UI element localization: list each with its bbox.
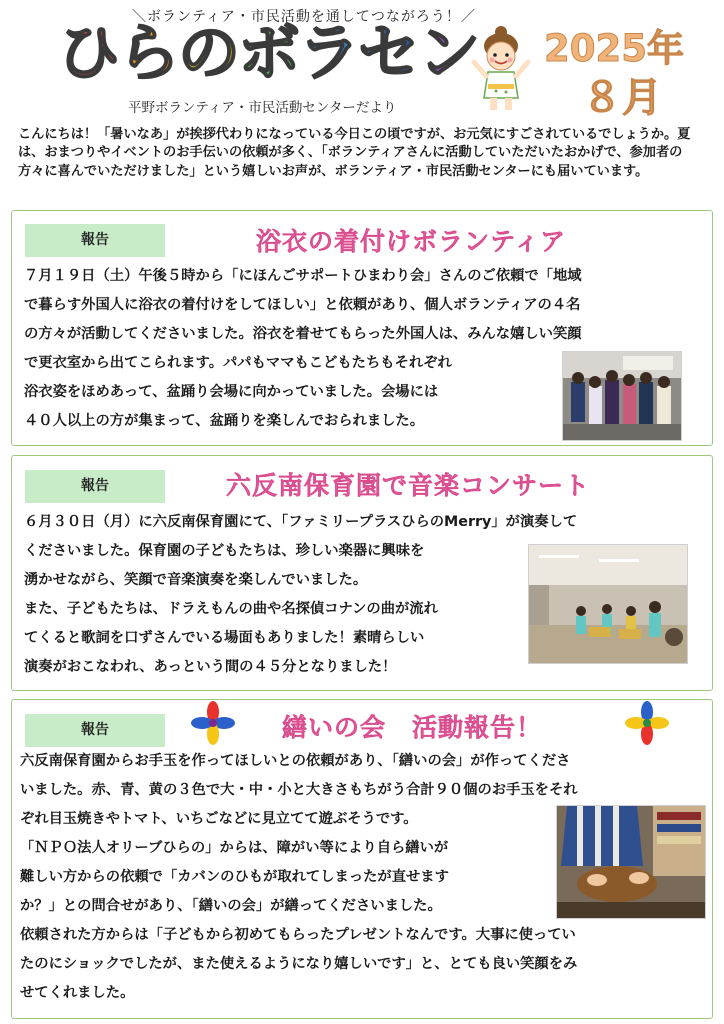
text-line: 演奏がおこなわれ、あっという間の４５分となりました！: [24, 659, 397, 675]
report-title-yukata: 浴衣の着付けボランティア: [256, 227, 567, 256]
text-line: 難しい方からの依頼で「カバンのひもが取れてしまったが直せます: [20, 869, 449, 885]
text-line: ７月１９日（土）午後５時から「にほんごサポートひまわり会」さんのご依頼で「地域: [24, 268, 582, 284]
otedama-beanbag-icon: [190, 700, 236, 746]
report-title-concert: 六反南保育園で音楽コンサート: [226, 471, 591, 500]
logo-char: ボ: [238, 16, 299, 89]
text-line: で暮らす外国人に浴衣の着付けをしてほしい」と依頼があり、個人ボランティアの４名: [24, 297, 581, 313]
otedama-beanbag-icon: [624, 700, 670, 746]
logo-char: セ: [358, 16, 419, 89]
text-line: せてくれました。: [20, 985, 135, 1001]
text-line: また、子どもたちは、ドラえもんの曲や名探偵コナンの曲が流れ: [24, 601, 438, 617]
text-line: 六反南保育園からお手玉を作ってほしいとの依頼があり、「繕いの会」が作ってくださ: [20, 753, 571, 769]
sewing-photo: [556, 805, 706, 919]
text-line: 湧かせながら、笑顔で音楽演奏を楽しんでいました。: [24, 572, 368, 588]
text-line: ぞれ目玉焼きやトマト、いちごなどに見立てて遊ぶそうです。: [20, 811, 418, 827]
logo-char: ひ: [58, 16, 119, 89]
yukata-photo: [562, 351, 682, 441]
report-badge: 報告: [25, 714, 165, 747]
intro-paragraph: こんにちは！「暑いなあ」が挨拶代わりになっている今日この頃ですが、お元気にすごされているでしょうか。夏は、おまつりやイベントのお手伝いの依頼が多く、「ボランティアさんに活動していただいたおかげで、参加者の方々に喜んでいただけました」という嬉しいお声が、ボランティア・市民活動センターにも届いています。: [18, 127, 691, 179]
concert-photo: [528, 544, 688, 664]
text-line: か？」との問合せがあり、「繕いの会」が繕ってくださいました。: [20, 898, 442, 914]
text-line: 「ＮＰＯ法人オリーブひらの」からは、障がい等により自ら繕いが: [20, 840, 449, 856]
logo-char: の: [178, 16, 239, 89]
text-line: の方々が活動してくださいました。浴衣を着せてもらった外国人は、みんな嬉しい笑顔: [24, 326, 582, 342]
report-badge: 報告: [25, 470, 165, 503]
header-tagline: ＼ボランティア・市民活動を通してつながろう！／: [132, 9, 476, 25]
mascot-girl-icon: [468, 26, 534, 112]
header-subtitle: 平野ボランティア・市民活動センターだより: [128, 100, 397, 116]
text-line: ６月３０日（月）に六反南保育園にて、「ファミリープラスひらのMerry」が演奏して: [24, 514, 578, 530]
logo-char: ラ: [298, 16, 359, 89]
text-line: てくると歌詞を口ずさんでいる場面もありました！素晴らしい: [24, 630, 425, 646]
report-badge: 報告: [25, 224, 165, 257]
logo-char: ン: [418, 16, 479, 89]
text-line: で更衣室から出てこられます。パパもママもこどもたちもそれぞれ: [24, 355, 452, 371]
issue-month: ８月: [582, 75, 662, 121]
report-title-sewing: 繕いの会 活動報告！: [282, 713, 543, 742]
text-line: たのにショックでしたが、また使えるようになり嬉しいです」と、とても良い笑顔をみ: [20, 956, 578, 972]
logo-char: ら: [118, 16, 179, 89]
text-line: 浴衣姿をほめあって、盆踊り会場に向かっていました。会場には: [24, 384, 439, 400]
text-line: くださいました。保育園の子どもたちは、珍しい楽器に興味を: [24, 543, 425, 559]
issue-year: 2025年: [544, 27, 684, 70]
text-line: 依頼された方からは「子どもから初めてもらったプレゼントなんです。大事に使ってい: [20, 927, 576, 943]
text-line: いました。赤、青、黄の３色で大・中・小と大きさもちがう合計９０個のお手玉をそれ: [20, 782, 578, 798]
text-line: ４０人以上の方が集まって、盆踊りを楽しんでおられました。: [24, 413, 425, 429]
